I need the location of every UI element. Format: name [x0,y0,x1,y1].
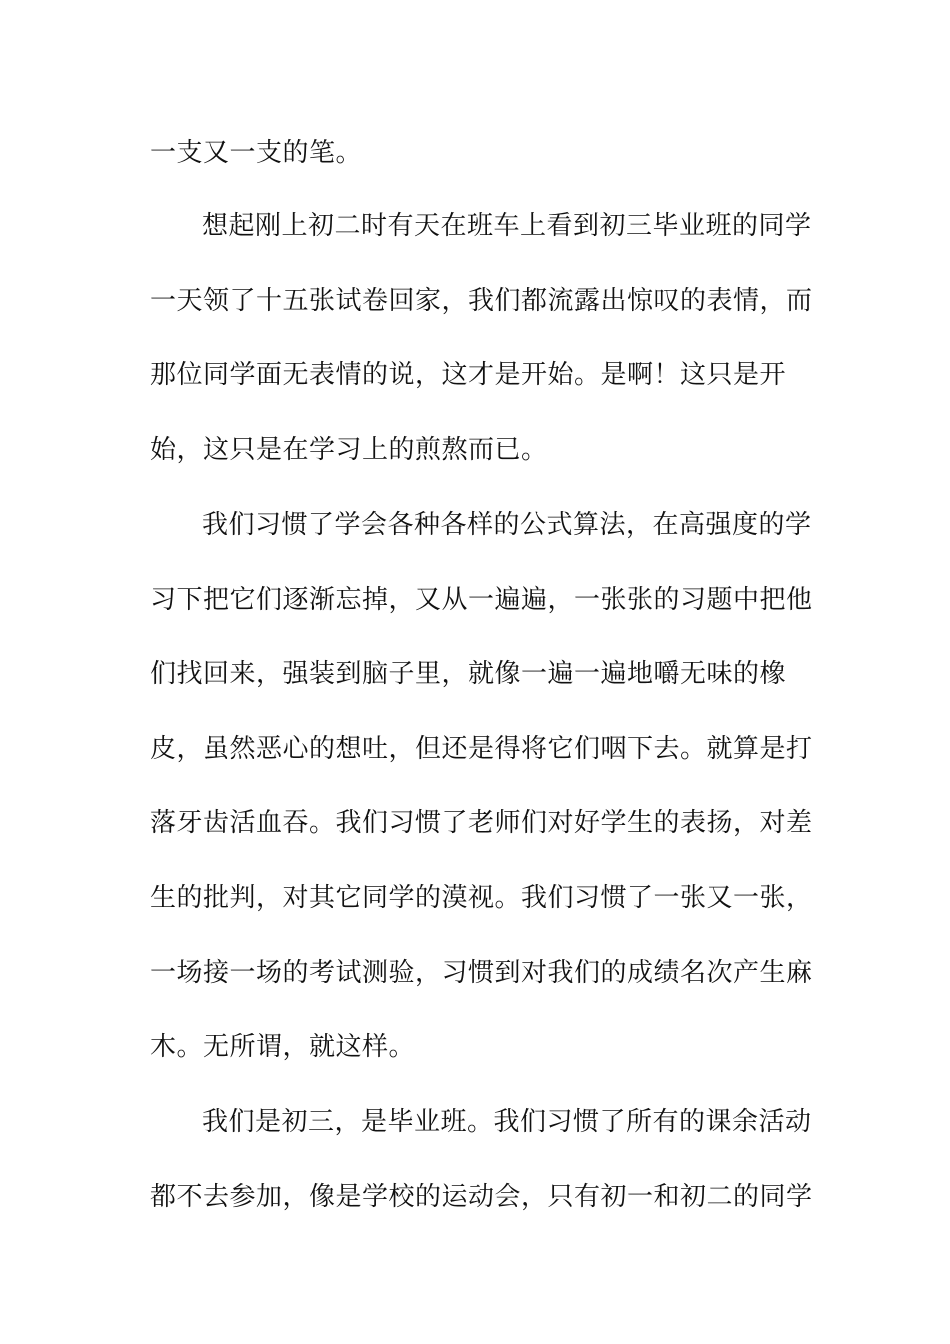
paragraph-line: 我们是初三，是毕业班。我们习惯了所有的课余活动 [202,1107,812,1137]
paragraph-line: 习下把它们逐渐忘掉，又从一遍遍，一张张的习题中把他 [150,585,813,615]
paragraph-line: 落牙齿活血吞。我们习惯了老师们对好学生的表扬，对差 [150,808,813,838]
paragraph-line: 生的批判，对其它同学的漠视。我们习惯了一张又一张， [150,883,813,913]
paragraph-line: 皮，虽然恶心的想吐，但还是得将它们咽下去。就算是打 [150,734,813,764]
paragraph-line: 木。无所谓，就这样。 [150,1032,416,1062]
paragraph-line: 一场接一场的考试测验，习惯到对我们的成绩名次产生麻 [150,958,813,988]
paragraph-line: 一天领了十五张试卷回家，我们都流露出惊叹的表情，而 [150,286,813,316]
paragraph-line: 我们习惯了学会各种各样的公式算法，在高强度的学 [202,510,812,540]
paragraph-line: 那位同学面无表情的说，这才是开始。是啊！这只是开 [150,360,787,390]
paragraph-line: 一支又一支的笔。 [150,138,363,168]
paragraph-line: 想起刚上初二时有天在班车上看到初三毕业班的同学 [202,211,812,241]
paragraph-line: 都不去参加，像是学校的运动会，只有初一和初二的同学 [150,1182,813,1212]
paragraph-line: 始，这只是在学习上的煎熬而已。 [150,435,548,465]
paragraph-line: 们找回来，强装到脑子里，就像一遍一遍地嚼无味的橡 [150,659,787,689]
